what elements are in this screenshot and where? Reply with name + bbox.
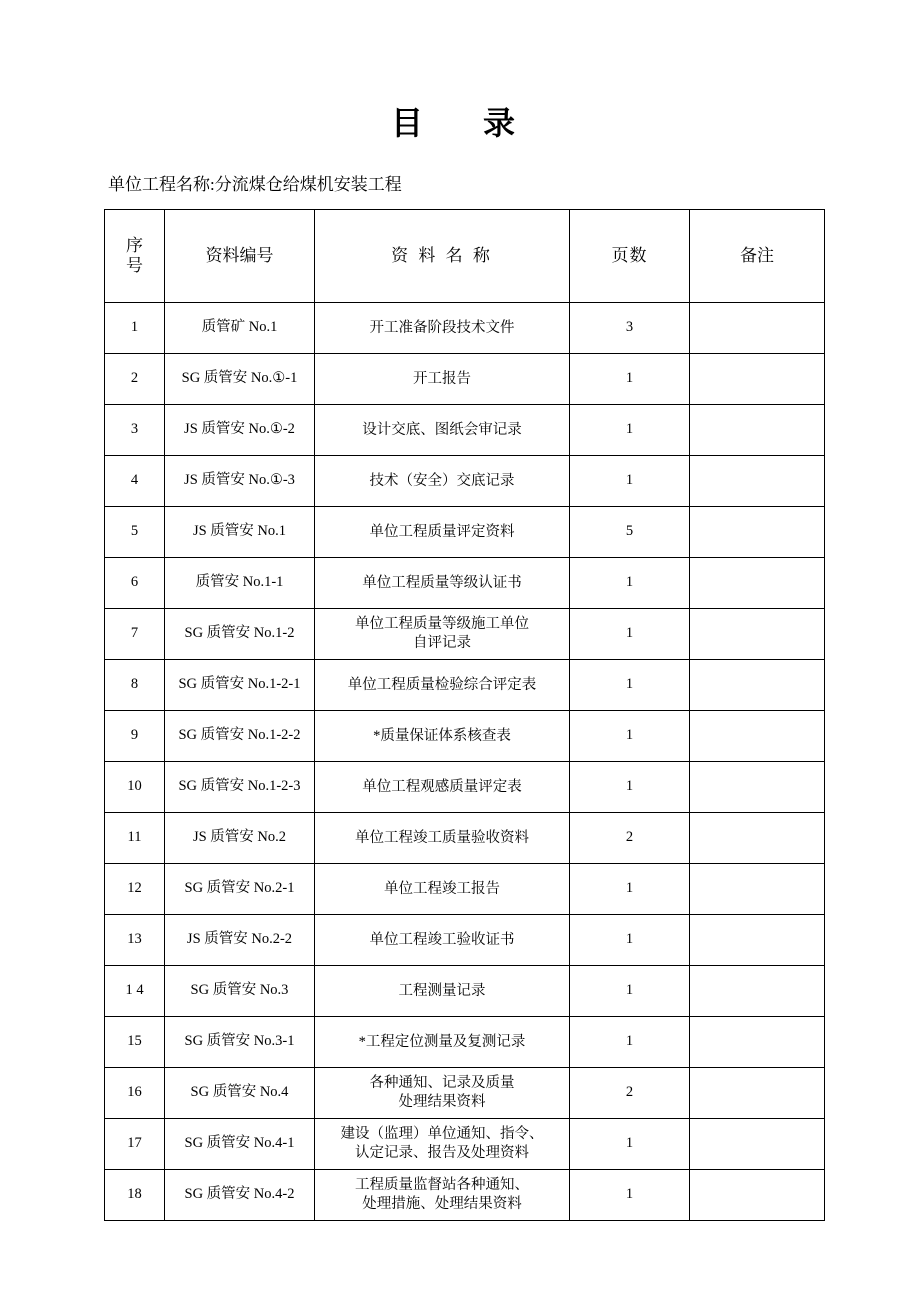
cell-seq: 9 [105, 711, 165, 762]
project-name-line: 单位工程名称:分流煤仓给煤机安装工程 [108, 175, 402, 194]
cell-name-line1: 单位工程质量等级认证书 [362, 574, 522, 591]
cell-pages: 5 [570, 507, 690, 558]
cell-remark [690, 711, 825, 762]
cell-seq: 7 [105, 609, 165, 660]
cell-pages: 1 [570, 1119, 690, 1170]
cell-code: JS 质管安 No.1 [165, 507, 315, 558]
column-header-name: 资 料 名 称 [315, 210, 570, 303]
cell-name-line1: 单位工程竣工验收证书 [369, 931, 515, 948]
cell-code: JS 质管安 No.①-2 [165, 405, 315, 456]
cell-code: JS 质管安 No.①-3 [165, 456, 315, 507]
cell-name [315, 966, 570, 1017]
cell-name [315, 609, 570, 660]
cell-code: JS 质管安 No.2-2 [165, 915, 315, 966]
table-row [105, 1017, 825, 1068]
cell-name-line2: 自评记录 [413, 635, 471, 651]
cell-name-line1: *质量保证体系核查表 [373, 727, 511, 744]
cell-name-line1: 设计交底、图纸会审记录 [362, 421, 522, 438]
cell-remark [690, 354, 825, 405]
cell-remark [690, 915, 825, 966]
table-row [105, 1068, 825, 1119]
cell-remark [690, 864, 825, 915]
cell-pages: 1 [570, 864, 690, 915]
table-row [105, 456, 825, 507]
cell-code: SG 质管安 No.3-1 [165, 1017, 315, 1068]
cell-remark [690, 762, 825, 813]
cell-name [315, 813, 570, 864]
cell-seq: 6 [105, 558, 165, 609]
cell-remark [690, 1170, 825, 1221]
cell-code: JS 质管安 No.2 [165, 813, 315, 864]
cell-seq: 10 [105, 762, 165, 813]
cell-name-line2: 认定记录、报告及处理资料 [355, 1145, 529, 1161]
cell-name-line1: 技术（安全）交底记录 [369, 472, 515, 489]
cell-pages: 1 [570, 660, 690, 711]
table-row [105, 303, 825, 354]
cell-pages: 1 [570, 405, 690, 456]
cell-seq: 8 [105, 660, 165, 711]
cell-name [315, 354, 570, 405]
cell-name [315, 456, 570, 507]
table-row [105, 966, 825, 1017]
cell-remark [690, 1017, 825, 1068]
cell-code: SG 质管安 No.2-1 [165, 864, 315, 915]
column-header-code: 资料编号 [165, 210, 315, 303]
table-row [105, 558, 825, 609]
table-row [105, 1170, 825, 1221]
cell-code: SG 质管安 No.1-2-3 [165, 762, 315, 813]
cell-remark [690, 558, 825, 609]
table-row [105, 405, 825, 456]
cell-name [315, 711, 570, 762]
cell-name [315, 660, 570, 711]
page-title: 目 录 [390, 105, 529, 141]
column-header-remark: 备注 [690, 210, 825, 303]
cell-name-line1: 开工准备阶段技术文件 [369, 319, 515, 336]
cell-name-line1: 各种通知、记录及质量 [369, 1075, 515, 1092]
table-header [105, 210, 825, 303]
table-row [105, 1119, 825, 1170]
cell-pages: 1 [570, 711, 690, 762]
cell-name-line1: 工程测量记录 [398, 982, 486, 999]
cell-name [315, 1170, 570, 1221]
cell-code: 质管安 No.1-1 [165, 558, 315, 609]
table-row [105, 507, 825, 558]
cell-remark [690, 966, 825, 1017]
cell-name-line1: 建设（监理）单位通知、指令、 [340, 1126, 544, 1143]
cell-name-line2: 处理结果资料 [398, 1094, 486, 1110]
column-header-seq: 序 号 [105, 210, 165, 303]
cell-seq: 4 [105, 456, 165, 507]
cell-seq: 17 [105, 1119, 165, 1170]
cell-pages: 1 [570, 1017, 690, 1068]
cell-name-line1: 单位工程质量检验综合评定表 [347, 676, 537, 693]
cell-code: SG 质管安 No.4-2 [165, 1170, 315, 1221]
cell-code: 质管矿 No.1 [165, 303, 315, 354]
table-header-row [105, 210, 825, 303]
cell-pages: 1 [570, 915, 690, 966]
table-row [105, 864, 825, 915]
cell-seq: 2 [105, 354, 165, 405]
cell-pages: 1 [570, 456, 690, 507]
cell-name-line2: 处理措施、处理结果资料 [362, 1196, 522, 1212]
cell-remark [690, 456, 825, 507]
cell-code: SG 质管安 No.①-1 [165, 354, 315, 405]
cell-pages: 1 [570, 762, 690, 813]
table-row [105, 915, 825, 966]
cell-pages: 2 [570, 1068, 690, 1119]
table-row [105, 711, 825, 762]
cell-pages: 1 [570, 966, 690, 1017]
cell-code: SG 质管安 No.3 [165, 966, 315, 1017]
table-row [105, 762, 825, 813]
cell-code: SG 质管安 No.1-2 [165, 609, 315, 660]
cell-seq: 1 4 [105, 966, 165, 1017]
cell-seq: 12 [105, 864, 165, 915]
cell-seq: 15 [105, 1017, 165, 1068]
cell-seq: 13 [105, 915, 165, 966]
cell-name [315, 762, 570, 813]
table-of-contents [104, 209, 825, 1221]
cell-seq: 5 [105, 507, 165, 558]
cell-remark [690, 813, 825, 864]
cell-name [315, 1119, 570, 1170]
cell-name-line1: 单位工程观感质量评定表 [362, 778, 522, 795]
cell-seq: 16 [105, 1068, 165, 1119]
cell-pages: 1 [570, 558, 690, 609]
cell-name [315, 915, 570, 966]
cell-name [315, 303, 570, 354]
cell-remark [690, 1119, 825, 1170]
cell-name-line1: 开工报告 [413, 370, 471, 387]
column-header-pages: 页数 [570, 210, 690, 303]
cell-code: SG 质管安 No.4 [165, 1068, 315, 1119]
cell-name [315, 558, 570, 609]
cell-code: SG 质管安 No.4-1 [165, 1119, 315, 1170]
table-row [105, 354, 825, 405]
table-row [105, 813, 825, 864]
cell-pages: 1 [570, 609, 690, 660]
cell-remark [690, 405, 825, 456]
cell-name [315, 507, 570, 558]
cell-remark [690, 609, 825, 660]
cell-code: SG 质管安 No.1-2-1 [165, 660, 315, 711]
cell-seq: 1 [105, 303, 165, 354]
cell-remark [690, 1068, 825, 1119]
cell-remark [690, 507, 825, 558]
cell-seq: 3 [105, 405, 165, 456]
table-row [105, 660, 825, 711]
cell-pages: 2 [570, 813, 690, 864]
cell-pages: 3 [570, 303, 690, 354]
cell-name-line1: 单位工程竣工报告 [384, 880, 500, 897]
cell-name-line1: 单位工程质量评定资料 [369, 523, 515, 540]
cell-remark [690, 660, 825, 711]
cell-seq: 18 [105, 1170, 165, 1221]
cell-name [315, 1068, 570, 1119]
cell-pages: 1 [570, 354, 690, 405]
cell-name [315, 864, 570, 915]
cell-name-line1: 工程质量监督站各种通知、 [355, 1177, 529, 1194]
cell-name [315, 1017, 570, 1068]
cell-seq: 11 [105, 813, 165, 864]
cell-code: SG 质管安 No.1-2-2 [165, 711, 315, 762]
cell-name-line1: *工程定位测量及复测记录 [358, 1033, 526, 1050]
cell-pages: 1 [570, 1170, 690, 1221]
table-body [105, 303, 825, 1221]
cell-remark [690, 303, 825, 354]
cell-name-line1: 单位工程质量等级施工单位 [355, 616, 529, 633]
cell-name [315, 405, 570, 456]
table-row [105, 609, 825, 660]
cell-name-line1: 单位工程竣工质量验收资料 [355, 829, 529, 846]
